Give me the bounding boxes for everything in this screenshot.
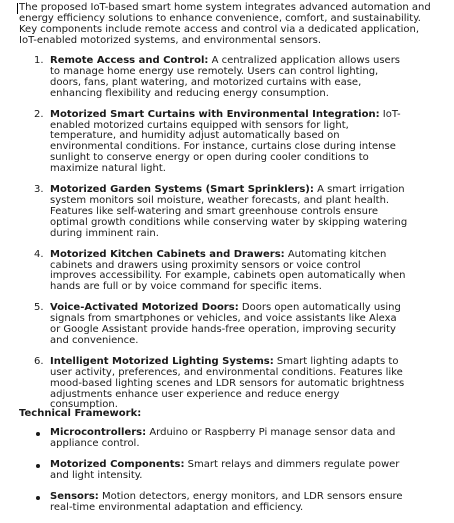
- list-item: [0, 428, 414, 450]
- item-title: Intelligent Motorized Lighting Systems:: [50, 355, 274, 367]
- list-item: [0, 357, 408, 412]
- item-title: Microcontrollers:: [50, 427, 147, 438]
- list-item: [0, 492, 414, 514]
- list-item: [0, 250, 408, 294]
- bullet-icon: [36, 432, 40, 436]
- item-text: Smart relays and dimmers regulate power and light intensity.: [50, 458, 400, 481]
- list-number: 3.: [34, 184, 44, 196]
- item-title: Motorized Smart Curtains with Environmental Integration:: [50, 108, 380, 120]
- intro-paragraph: The proposed IoT-based smart home system integrates advanced automation and energy efficiency solutions to enhance convenience, comfort, and sustainability. Key components include remote access and control via a dedicated application, IoT-enabled motorized systems, and environmental sensors.: [19, 2, 431, 46]
- item-text: Doors open automatically using signals from smartphones or vehicles, and voice assistants like Alexa or Google Assistant provide hands-free operation, improving security and convenience.: [50, 302, 401, 346]
- list-number: 1.: [34, 55, 44, 66]
- framework-list: [0, 428, 454, 523]
- item-title: Remote Access and Control:: [50, 55, 209, 66]
- list-number: 5.: [34, 302, 44, 314]
- item-text: Arduino or Raspberry Pi manage sensor data and appliance control.: [50, 427, 396, 449]
- item-title: Sensors:: [50, 490, 99, 502]
- item-text: Motion detectors, energy monitors, and LDR sensors ensure real-time environmental adaptation and efficiency.: [50, 490, 403, 513]
- item-title: Voice-Activated Motorized Doors:: [50, 302, 239, 314]
- item-title: Motorized Kitchen Cabinets and Drawers:: [50, 248, 285, 260]
- list-item: [0, 460, 414, 482]
- feature-list: [0, 56, 454, 421]
- list-item: [0, 110, 408, 175]
- item-text: A smart irrigation system monitors soil moisture, weather forecasts, and plant health. Features like self-watering and smart greenhouse controls ensure optimal growth conditions while conserving water by skipping watering during imminent rain.: [50, 184, 408, 239]
- bullet-icon: [36, 496, 40, 500]
- list-item: [0, 185, 408, 240]
- item-text: Automating kitchen cabinets and drawers using proximity sensors or voice control improves accessibility. For example, cabinets open automatically when hands are full or by voice command for specific items.: [50, 248, 406, 293]
- item-title: Motorized Components:: [50, 458, 185, 470]
- section-heading: Technical Framework:: [19, 408, 142, 419]
- text-cursor: [17, 3, 18, 14]
- list-number: 6.: [34, 355, 44, 367]
- item-text: A centralized application allows users to manage home energy use remotely. Users can control lighting, doors, fans, plant watering, and motorized curtains with ease, enhancing flexibility and reducing energy consumption.: [50, 55, 401, 99]
- item-title: Motorized Garden Systems (Smart Sprinklers):: [50, 184, 314, 196]
- list-number: 2.: [34, 108, 44, 120]
- list-item: [0, 56, 408, 100]
- item-text: Smart lighting adapts to user activity, preferences, and environmental conditions. Features like mood-based lighting scenes and LDR sensors for automatic brightness adjustments enhance user experience and reduce energy consumption.: [50, 355, 405, 411]
- bullet-icon: [36, 464, 40, 468]
- list-number: 4.: [34, 248, 44, 260]
- list-item: [0, 303, 408, 347]
- item-text: IoT-enabled motorized curtains equipped with sensors for light, temperature, and humidity adjust automatically based on environmental conditions. For instance, curtains close during intense sunlight to conserve energy or open during cooler conditions to maximize natural light.: [50, 108, 401, 175]
